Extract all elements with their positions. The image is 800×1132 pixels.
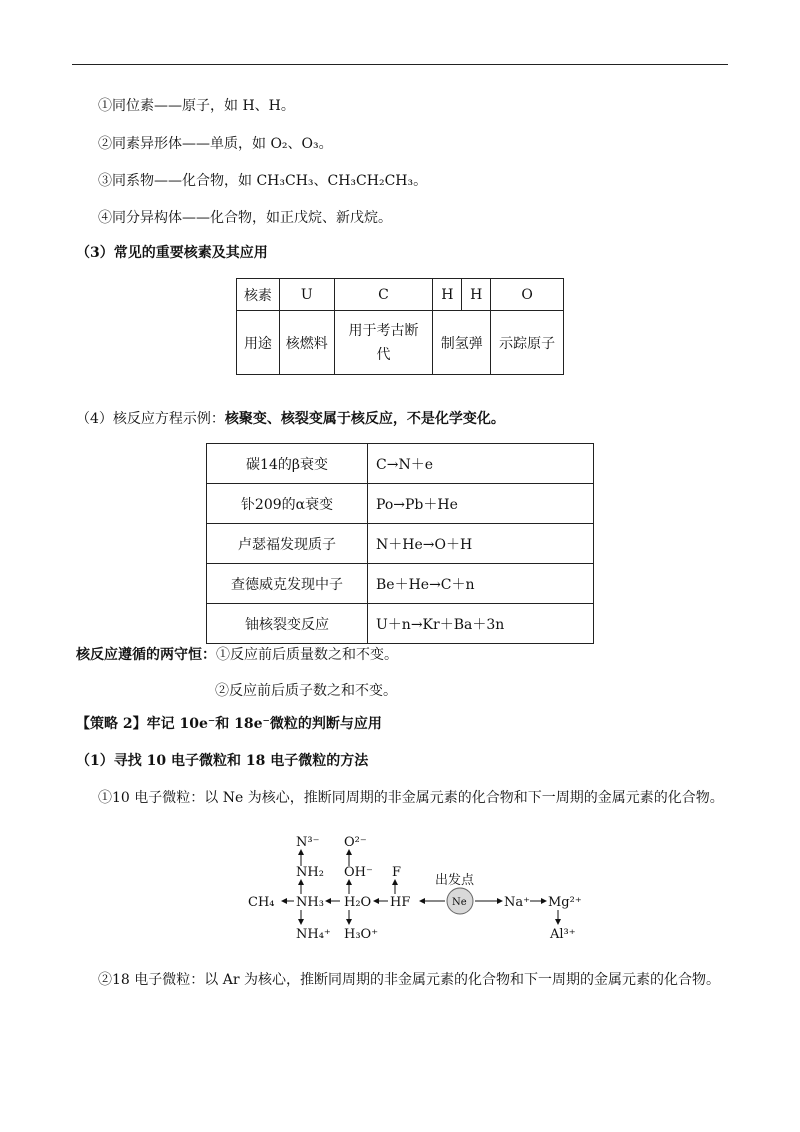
conservation-line — [76, 645, 398, 665]
conservation-label: 核反应遵循的两守恒： — [76, 647, 216, 663]
nuclide-row — [237, 279, 564, 311]
reaction-name: 碳14的β衰变 — [207, 444, 368, 484]
nuclear-reaction-table — [206, 443, 594, 644]
isomer-item: ④同分异构体——化合物，如正戊烷、新戊烷。 — [98, 210, 392, 226]
reaction-name: 钋209的α衰变 — [207, 484, 368, 524]
table-row — [207, 564, 594, 604]
oh-label: OH⁻ — [344, 865, 373, 880]
section-4-heading-bold: 核聚变、核裂变属于核反应，不是化学变化。 — [224, 411, 505, 427]
homolog-item: ③同系物——化合物，如 CH₃CH₃、CH₃CH₂CH₃。 — [98, 173, 428, 189]
isotope-item: ①同位素——原子，如 H、H。 — [98, 98, 295, 114]
table-cell: 核素 — [237, 279, 280, 311]
al-label: Al³⁺ — [550, 927, 576, 942]
start-point-label: 出发点 — [435, 873, 475, 888]
page-header-rule — [72, 64, 728, 65]
allotrope-item: ②同素异形体——单质，如 O₂、O₃。 — [98, 136, 333, 152]
table-cell: 用于考古断代 — [334, 311, 433, 375]
table-cell: 核燃料 — [279, 311, 334, 375]
reaction-equation: Po→Pb＋He — [368, 484, 594, 524]
table-cell: H — [462, 279, 491, 311]
section-4-heading — [76, 409, 505, 429]
conservation-rule-2: ②反应前后质子数之和不变。 — [215, 683, 397, 699]
nh4-label: NH₄⁺ — [296, 927, 331, 942]
nh3-label: NH₃ — [296, 895, 324, 910]
table-cell: U — [279, 279, 334, 311]
reaction-equation: N＋He→O＋H — [368, 524, 594, 564]
reaction-equation: C→N＋e — [368, 444, 594, 484]
conservation-rule-1: ①反应前后质量数之和不变。 — [216, 647, 398, 663]
table-cell: O — [491, 279, 564, 311]
diagram-arrows — [282, 850, 558, 924]
h3o-label: H₃O⁺ — [344, 927, 379, 942]
section-3-heading: （3）常见的重要核素及其应用 — [76, 245, 268, 261]
mg-label: Mg²⁺ — [548, 895, 582, 910]
h2o-label: H₂O — [344, 895, 372, 910]
hf-label: HF — [390, 895, 411, 910]
nh2-label: NH₂ — [296, 865, 324, 880]
usage-row — [237, 311, 564, 375]
f-label: F — [392, 865, 402, 880]
table-cell: C — [334, 279, 433, 311]
eighteen-electron-paragraph: ②18 电子微粒：以 Ar 为核心，推断同周期的非金属元素的化合物和下一周期的金属元素的化合物。 — [98, 972, 720, 988]
table-cell: 制氢弹 — [433, 311, 491, 375]
section-4-heading-prefix: （4）核反应方程示例： — [76, 411, 225, 427]
o2-label: O²⁻ — [344, 835, 367, 850]
table-cell: H — [433, 279, 462, 311]
strategy-2-heading: 【策略 2】牢记 10e⁻和 18e⁻微粒的判断与应用 — [76, 716, 382, 732]
table-row — [207, 604, 594, 644]
reaction-name: 卢瑟福发现质子 — [207, 524, 368, 564]
ch4-label: CH₄ — [248, 895, 275, 910]
reaction-equation: Be＋He→C＋n — [368, 564, 594, 604]
ten-electron-paragraph: ①10 电子微粒：以 Ne 为核心，推断同周期的非金属元素的化合物和下一周期的金属元素的化合物。 — [98, 790, 724, 806]
na-label: Na⁺ — [504, 895, 530, 910]
ten-electron-diagram — [240, 826, 600, 944]
nuclide-table — [236, 278, 564, 375]
table-cell: 示踪原子 — [491, 311, 564, 375]
strategy-2-subheading: （1）寻找 10 电子微粒和 18 电子微粒的方法 — [76, 753, 369, 769]
table-row — [207, 484, 594, 524]
ne-core-label: Ne — [452, 897, 467, 908]
reaction-name: 查德威克发现中子 — [207, 564, 368, 604]
table-cell: 用途 — [237, 311, 280, 375]
table-row — [207, 524, 594, 564]
n3-label: N³⁻ — [296, 835, 320, 850]
reaction-name: 铀核裂变反应 — [207, 604, 368, 644]
reaction-equation: U＋n→Kr＋Ba＋3n — [368, 604, 594, 644]
table-row — [207, 444, 594, 484]
